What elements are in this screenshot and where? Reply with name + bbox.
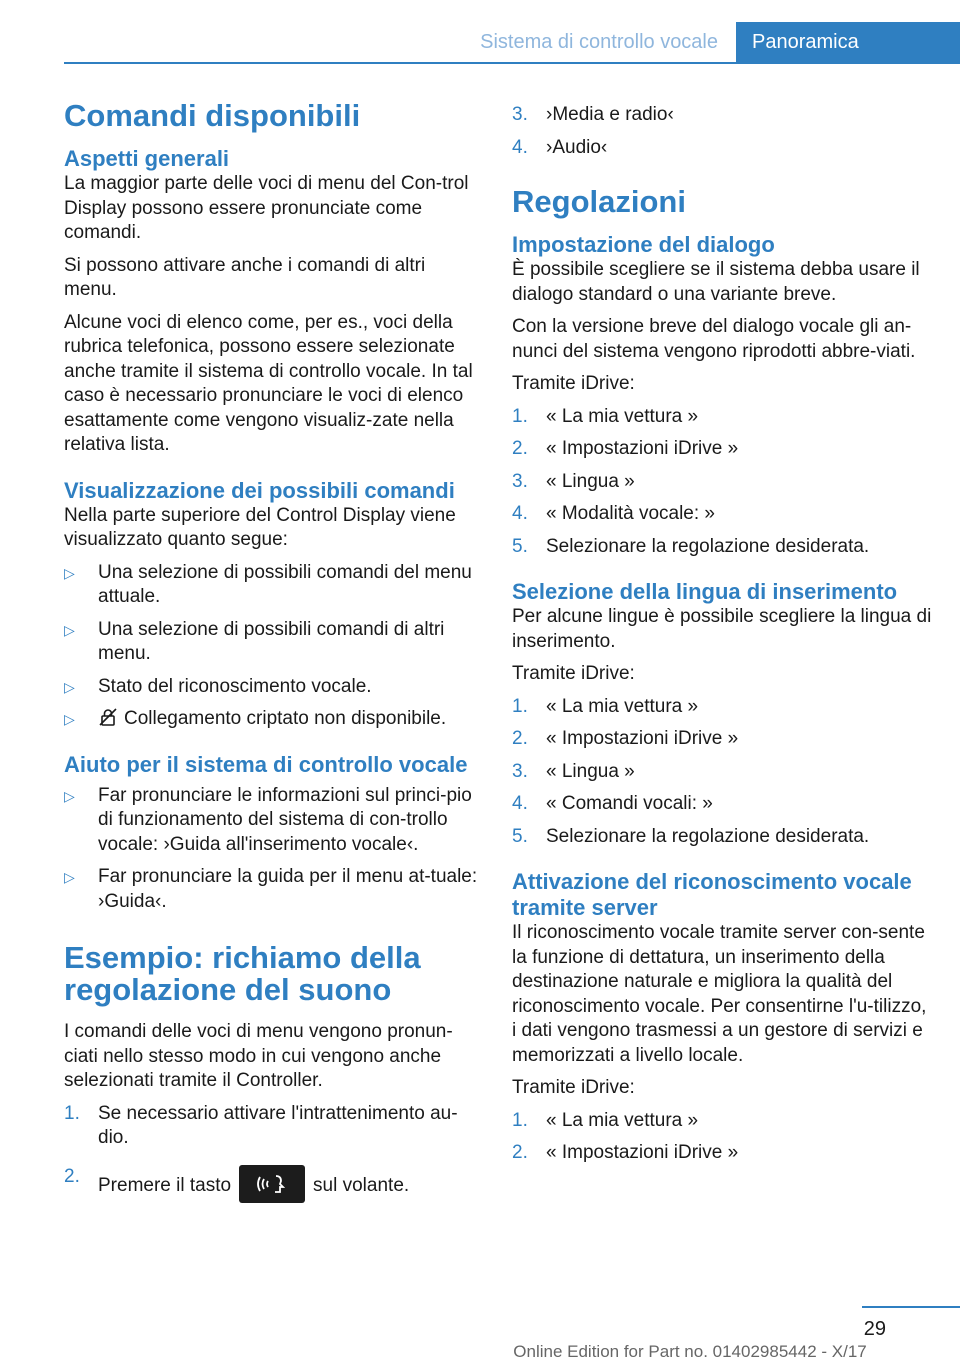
- list-item: ▷ Far pronunciare le informazioni sul princi-pio di funzionamento del sistema di con-trollo vocale: ›Guida all'inserimento vocale‹.: [64, 784, 472, 855]
- numbered-list: [512, 1109, 932, 1166]
- numbered-list: [512, 405, 932, 560]
- heading-available-commands: Comandi disponibili: [64, 98, 361, 133]
- list-item: 4. « Comandi vocali: »: [512, 793, 713, 814]
- list-item: 1. « La mia vettura »: [512, 405, 699, 427]
- list-item: ▷ Collegamento criptato non disponibile.: [64, 707, 479, 732]
- heading-general-aspects: Aspetti generali: [64, 146, 230, 171]
- paragraph: Nella parte superiore del Control Display viene visualizzato quanto segue:: [64, 504, 456, 550]
- list-item: 1. Se necessario attivare l'intrattenimento au-dio.: [64, 1102, 458, 1148]
- list-item: 2. « Impostazioni iDrive »: [512, 438, 739, 459]
- numbered-list: [512, 695, 932, 850]
- right-column: [512, 103, 932, 1174]
- left-column: [64, 100, 479, 1211]
- paragraph: Tramite iDrive:: [512, 1077, 635, 1098]
- triangle-right-icon: ▷: [64, 564, 75, 581]
- push-to-talk-icon: [239, 1165, 305, 1203]
- heading-server-recognition: Attivazione del riconoscimento vocale tramite server: [512, 869, 912, 920]
- header-chapter-tab: Panoramica: [736, 22, 960, 64]
- list-item: 5. Selezionare la regolazione desiderata.: [512, 825, 870, 847]
- page-number: 29: [863, 1318, 886, 1340]
- paragraph: La maggior parte delle voci di menu del Con-trol Display possono essere pronunciate come comandi.: [64, 173, 469, 243]
- list-item: 2. Premere il tasto sul volante.: [64, 1165, 479, 1203]
- edition-note: Online Edition for Part no. 01402985442 - X/17: [513, 1342, 867, 1361]
- list-item: 1. « La mia vettura »: [512, 695, 699, 717]
- heading-dialog-setting: Impostazione del dialogo: [512, 232, 775, 257]
- heading-commands-display: Visualizzazione dei possibili comandi: [64, 477, 455, 503]
- list-item: 4. ›Audio‹: [512, 136, 608, 158]
- list-item: ▷ Far pronunciare la guida per il menu at-tuale: ›Guida‹.: [64, 866, 478, 912]
- list-item: 2. « Impostazioni iDrive »: [512, 728, 739, 749]
- numbered-list: [64, 1102, 479, 1203]
- list-item: 4. « Modalità vocale: »: [512, 503, 715, 524]
- triangle-right-icon: ▷: [64, 678, 75, 695]
- bullet-list: [64, 561, 479, 732]
- heading-example: Esempio: richiamo della regolazione del suono: [64, 940, 421, 1007]
- heading-voice-help: Aiuto per il sistema di controllo vocale: [64, 751, 468, 777]
- paragraph: Con la versione breve del dialogo vocale gli an-nunci del sistema vengono riprodotti abbre-viati.: [512, 316, 916, 362]
- footer-rule: [862, 1306, 960, 1308]
- crossed-lock-icon: [98, 707, 118, 727]
- triangle-right-icon: ▷: [64, 869, 75, 885]
- list-item: 3. « Lingua »: [512, 470, 635, 492]
- paragraph: Si possono attivare anche i comandi di altri menu.: [64, 254, 426, 300]
- list-item: 1. « La mia vettura »: [512, 1109, 699, 1131]
- heading-settings: Regolazioni: [512, 184, 686, 219]
- paragraph: I comandi delle voci di menu vengono pronun-ciati nello stesso modo in cui vengono anche selezionati tramite il Controller.: [64, 1021, 453, 1091]
- list-item: 5. Selezionare la regolazione desiderata.: [512, 535, 870, 557]
- triangle-right-icon: ▷: [64, 711, 75, 727]
- heading-input-language: Selezione della lingua di inserimento: [512, 579, 898, 604]
- list-item: ▷ Stato del riconoscimento vocale.: [64, 675, 479, 700]
- paragraph: Il riconoscimento vocale tramite server con-sente la funzione di dettatura, un inserimento della destinazione naturale e migliora la qualità del riconoscimento vocale. Per consentirne l'u-tilizzo, i dati vengono trasmessi a un gestore di servizi e memorizzati a livello locale.: [512, 922, 927, 1066]
- paragraph: Tramite iDrive:: [512, 373, 635, 394]
- list-item: ▷ Una selezione di possibili comandi del menu attuale.: [64, 561, 472, 607]
- list-item: ▷ Una selezione di possibili comandi di altri menu.: [64, 618, 445, 664]
- list-item: 3. « Lingua »: [512, 760, 635, 782]
- list-item: 3. ›Media e radio‹: [512, 104, 674, 125]
- paragraph: È possibile scegliere se il sistema debba usare il dialogo standard o una variante breve.: [512, 259, 920, 305]
- paragraph: Tramite iDrive:: [512, 663, 635, 684]
- list-item: 2. « Impostazioni iDrive »: [512, 1142, 739, 1163]
- header-section-title: Sistema di controllo vocale: [480, 31, 718, 53]
- numbered-list-continued: [512, 103, 932, 160]
- page-header: [0, 22, 960, 64]
- paragraph: Per alcune lingue è possibile scegliere la lingua di inserimento.: [512, 606, 932, 652]
- triangle-right-icon: ▷: [64, 621, 75, 638]
- triangle-right-icon: ▷: [64, 787, 75, 804]
- bullet-list: [64, 784, 479, 915]
- paragraph: Alcune voci di elenco come, per es., voci della rubrica telefonica, possono essere selezionate anche tramite il sistema di controllo vocale. In tal caso è necessario pronunciare le voci di elenco esattamente come vengono visualiz-zate nella relativa lista.: [64, 311, 473, 455]
